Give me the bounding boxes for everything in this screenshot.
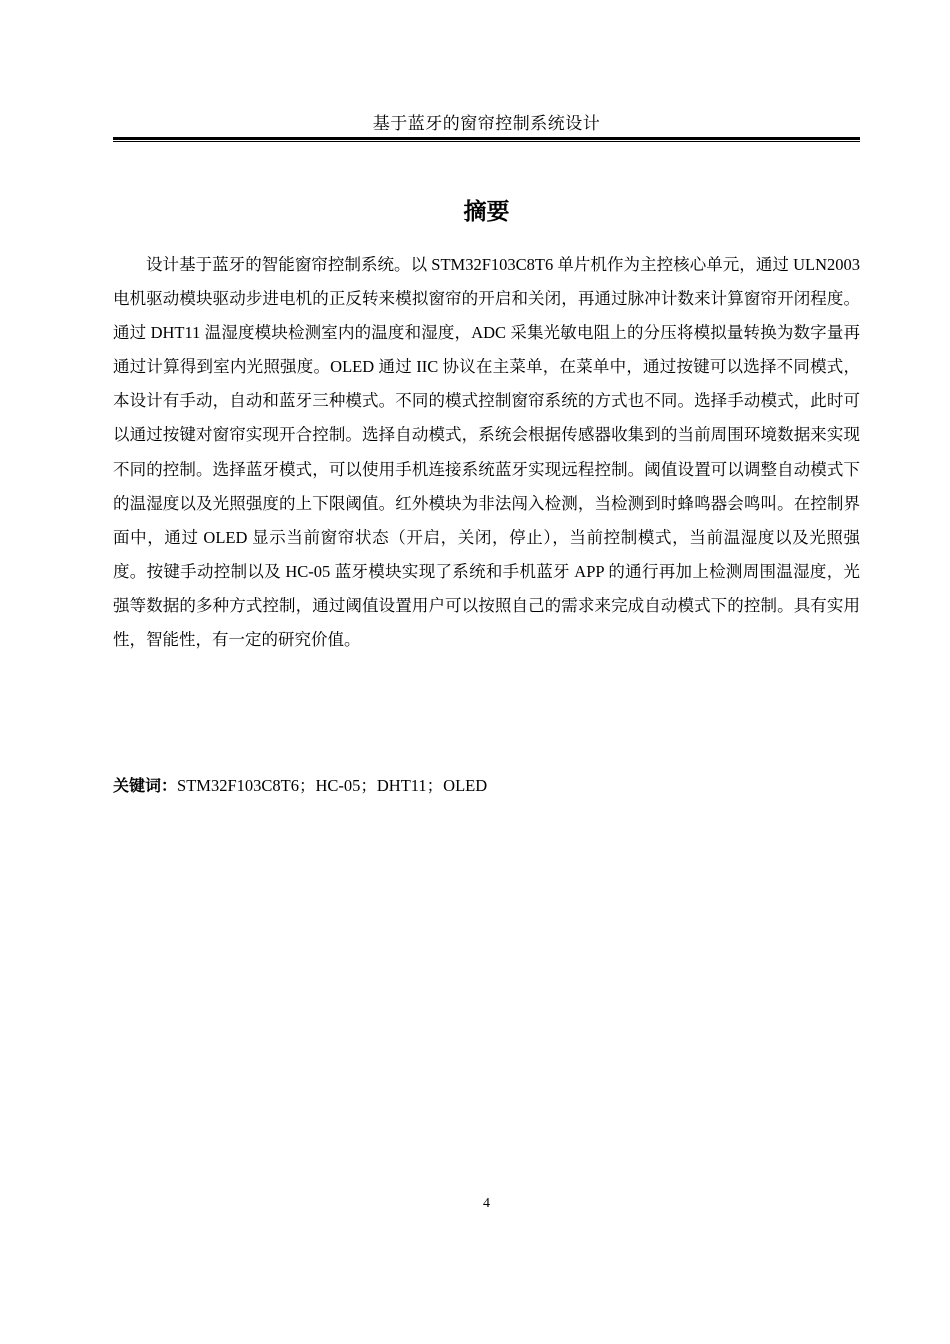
keywords-label: 关键词： xyxy=(113,776,178,795)
abstract-body: 设计基于蓝牙的智能窗帘控制系统。以 STM32F103C8T6 单片机作为主控核心单元，通过 ULN2003 电机驱动模块驱动步进电机的正反转来模拟窗帘的开启和关闭，再通过脉冲计数来计算窗帘开闭程度。通过 DHT11 温湿度模块检测室内的温度和湿度，ADC 采集光敏电阻上的分压将模拟量转换为数字量再通过计算得到室内光照强度。OLED 通过 IIC 协议在主菜单，在菜单中，通过按键可以选择不同模式，本设计有手动，自动和蓝牙三种模式。不同的模式控制窗帘系统的方式也不同。选择手动模式，此时可以通过按键对窗帘实现开合控制。选择自动模式，系统会根据传感器收集到的当前周围环境数据来实现不同的控制。选择蓝牙模式，可以使用手机连接系统蓝牙实现远程控制。阈值设置可以调整自动模式下的温湿度以及光照强度的上下限阈值。红外模块为非法闯入检测，当检测到时蜂鸣器会鸣叫。在控制界面中，通过 OLED 显示当前窗帘状态（开启，关闭，停止），当前控制模式，当前温湿度以及光照强度。按键手动控制以及 HC-05 蓝牙模块实现了系统和手机蓝牙 APP 的通行再加上检测周围温湿度，光强等数据的多种方式控制，通过阈值设置用户可以按照自己的需求来完成自动模式下的控制。具有实用性，智能性，有一定的研究价值。 xyxy=(113,255,860,650)
header-rule-thin xyxy=(113,141,860,142)
keywords-line xyxy=(113,771,860,801)
header-rule-thick xyxy=(113,137,860,140)
running-header-title: 基于蓝牙的窗帘控制系统设计 xyxy=(372,114,601,134)
keywords-value: STM32F103C8T6；HC-05；DHT11；OLED xyxy=(177,776,488,795)
abstract-heading: 摘要 xyxy=(463,199,510,225)
page-number: 4 xyxy=(483,1196,490,1211)
